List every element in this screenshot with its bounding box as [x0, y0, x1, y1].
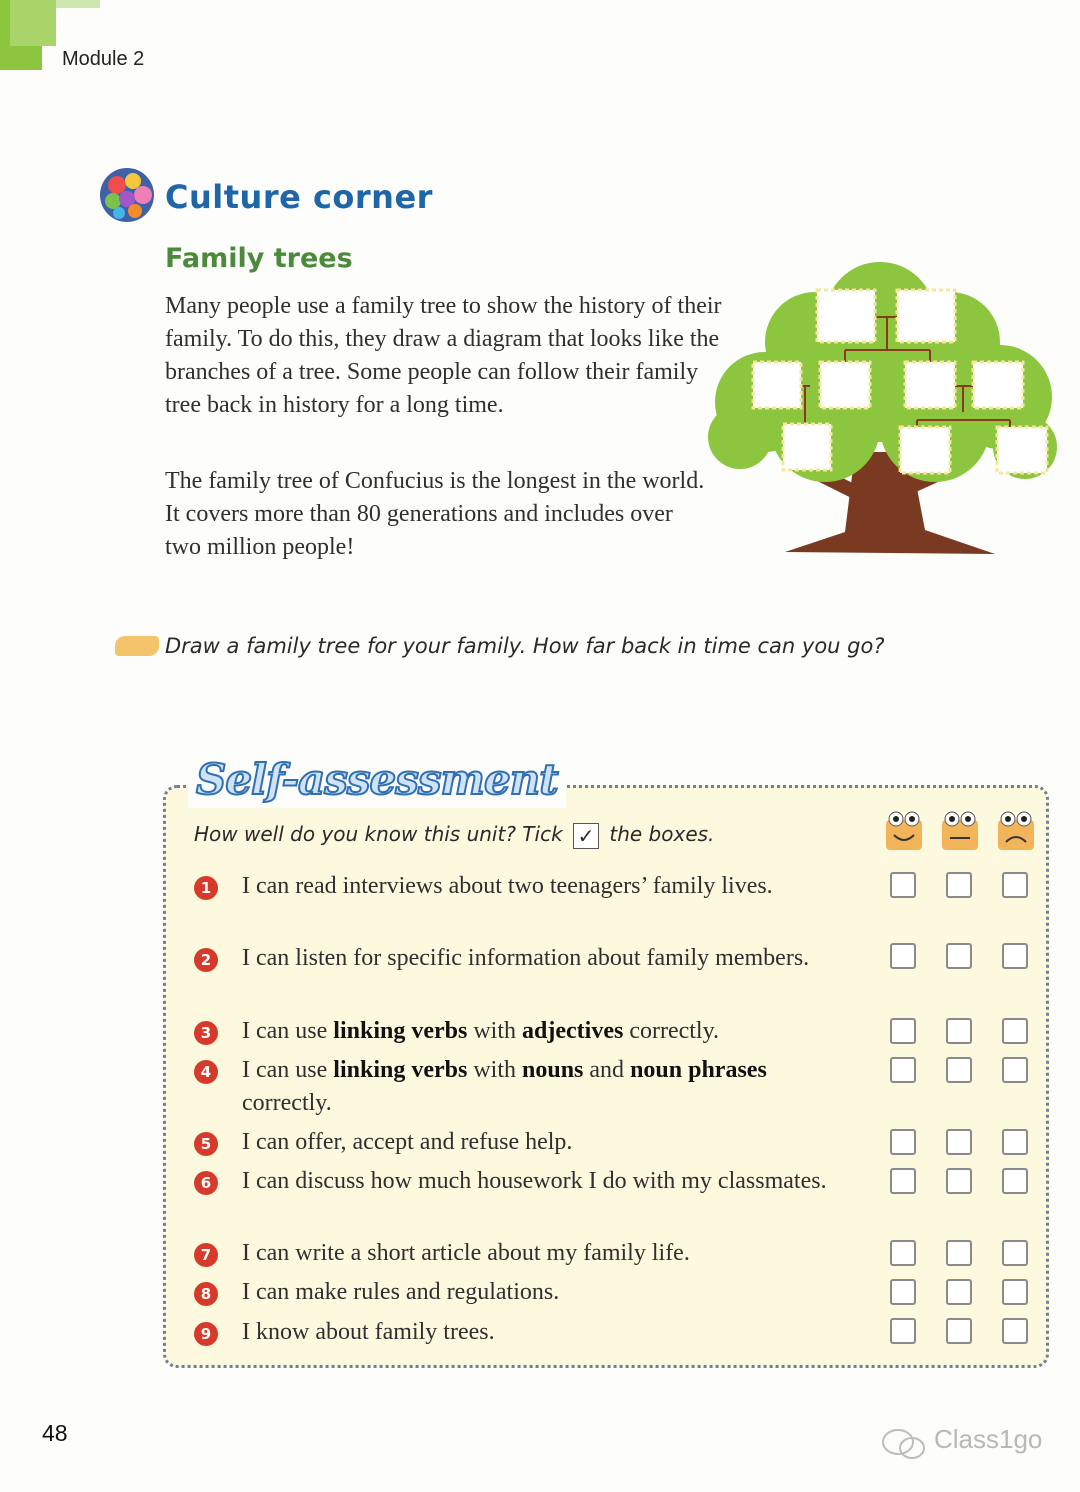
item-text: I can use: [242, 1057, 334, 1083]
family-trees-paragraph-1: Many people use a family tree to show the history of their family. To do this, they draw a diagram that looks like the branches of a tree. Some people can follow their family tree back in history for a long time.: [165, 293, 722, 418]
culture-corner-logo-icon: [97, 167, 157, 223]
self-assessment-title: Self-assessment: [188, 752, 566, 808]
item-keyword: linking verbs: [333, 1057, 468, 1083]
tick-box-ok-item-8[interactable]: [946, 1279, 972, 1305]
family-trees-heading: Family trees: [165, 243, 353, 274]
culture-corner-title: Culture corner: [165, 178, 433, 216]
tick-box-poor-item-6[interactable]: [1002, 1168, 1028, 1194]
tick-box-good-item-6[interactable]: [890, 1168, 916, 1194]
item-text: I can make rules and regulations.: [242, 1279, 560, 1305]
item-statement: [242, 870, 852, 903]
tick-box-good-item-3[interactable]: [890, 1018, 916, 1044]
item-number-badge: 9: [194, 1322, 218, 1346]
tick-box-ok-item-5[interactable]: [946, 1129, 972, 1155]
watermark-text: Class1go: [934, 1424, 1043, 1454]
item-statement: [242, 1276, 852, 1309]
item-number-badge: 6: [194, 1171, 218, 1195]
tick-box-good-item-8[interactable]: [890, 1279, 916, 1305]
tick-box-ok-item-2[interactable]: [946, 943, 972, 969]
tick-box-poor-item-9[interactable]: [1002, 1318, 1028, 1344]
item-text: with: [467, 1018, 523, 1044]
item-number-badge: 2: [194, 948, 218, 972]
tick-box-ok-item-9[interactable]: [946, 1318, 972, 1344]
item-statement: [242, 1126, 852, 1159]
tick-box-good-item-9[interactable]: [890, 1318, 916, 1344]
tick-box-poor-item-1[interactable]: [1002, 872, 1028, 898]
item-keyword: noun phrases: [630, 1057, 767, 1083]
item-statement: [242, 1054, 852, 1120]
item-number-badge: 3: [194, 1021, 218, 1045]
item-statement: [242, 1165, 852, 1198]
item-text: correctly.: [623, 1018, 720, 1044]
item-text: I can read interviews about two teenagers’ family lives.: [242, 873, 773, 899]
item-number-badge: 8: [194, 1282, 218, 1306]
happy-face-icon: [884, 810, 924, 852]
tick-box-ok-item-6[interactable]: [946, 1168, 972, 1194]
item-keyword: nouns: [522, 1057, 584, 1083]
item-statement: [242, 1015, 852, 1048]
item-keyword: adjectives: [522, 1018, 624, 1044]
item-number-badge: 5: [194, 1132, 218, 1156]
item-statement: [242, 1316, 852, 1349]
task-marker: [115, 636, 159, 656]
item-text: I can write a short article about my family life.: [242, 1240, 690, 1266]
sad-face-icon: [996, 810, 1036, 852]
item-text: I can listen for specific information about family members.: [242, 945, 810, 971]
tick-box-ok-item-3[interactable]: [946, 1018, 972, 1044]
tick-box-poor-item-4[interactable]: [1002, 1057, 1028, 1083]
item-text: I can use: [242, 1018, 334, 1044]
tick-box-ok-item-1[interactable]: [946, 872, 972, 898]
item-text: and: [583, 1057, 631, 1083]
item-text: I can discuss how much housework I do with my classmates.: [242, 1168, 827, 1194]
tick-box-good-item-5[interactable]: [890, 1129, 916, 1155]
item-keyword: linking verbs: [333, 1018, 468, 1044]
item-text: I can offer, accept and refuse help.: [242, 1129, 573, 1155]
tick-box-poor-item-5[interactable]: [1002, 1129, 1028, 1155]
task-instruction: Draw a family tree for your family. How far back in time can you go?: [165, 634, 885, 658]
tick-box-poor-item-2[interactable]: [1002, 943, 1028, 969]
item-number-badge: 4: [194, 1060, 218, 1084]
neutral-face-icon: [940, 810, 980, 852]
module-label: Module 2: [62, 48, 145, 70]
family-trees-paragraph-2: The family tree of Confucius is the longest in the world. It covers more than 80 generations and includes over two million people!: [165, 468, 705, 560]
tick-box-good-item-4[interactable]: [890, 1057, 916, 1083]
tick-box-good-item-2[interactable]: [890, 943, 916, 969]
page-number: 48: [42, 1420, 68, 1446]
item-text: I know about family trees.: [242, 1319, 495, 1345]
tick-box-good-item-1[interactable]: [890, 872, 916, 898]
tick-box-poor-item-7[interactable]: [1002, 1240, 1028, 1266]
tick-box-good-item-7[interactable]: [890, 1240, 916, 1266]
tick-box-ok-item-4[interactable]: [946, 1057, 972, 1083]
tick-box-poor-item-8[interactable]: [1002, 1279, 1028, 1305]
tick-box-poor-item-3[interactable]: [1002, 1018, 1028, 1044]
tick-example-icon: ✓: [573, 823, 599, 849]
item-text: correctly.: [242, 1090, 332, 1116]
item-statement: [242, 942, 852, 975]
prompt-text-before: How well do you know this unit? Tick: [194, 822, 563, 846]
tick-box-ok-item-7[interactable]: [946, 1240, 972, 1266]
item-text: with: [467, 1057, 523, 1083]
wechat-watermark-icon: [880, 1428, 930, 1460]
item-statement: [242, 1237, 852, 1270]
family-tree-illustration: [705, 262, 1060, 562]
item-number-badge: 7: [194, 1243, 218, 1267]
item-number-badge: 1: [194, 876, 218, 900]
prompt-text-after: the boxes.: [609, 822, 715, 846]
self-assessment-prompt: [194, 822, 714, 849]
